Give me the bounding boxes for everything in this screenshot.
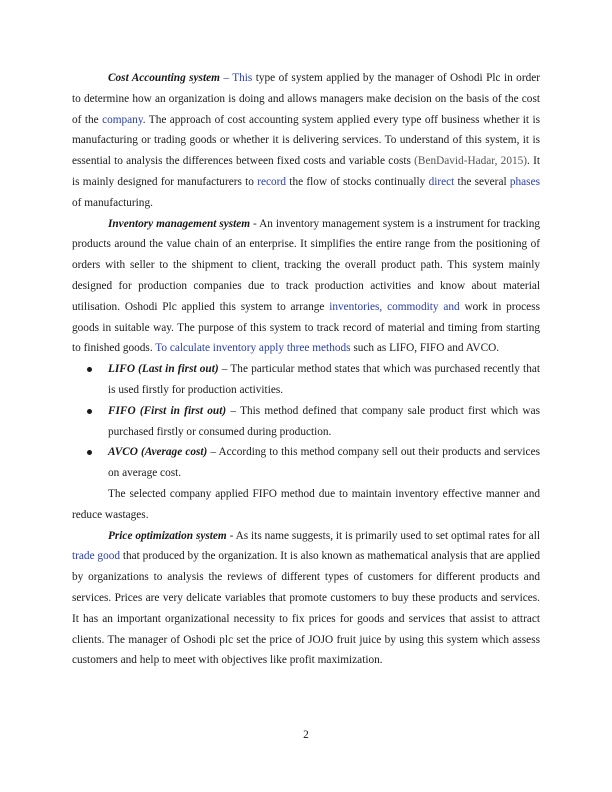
citation: (BenDavid-Hadar, 2015): [414, 155, 528, 168]
term-lifo: LIFO (Last in first out): [108, 363, 219, 376]
document-body: [72, 68, 540, 671]
term-fifo: FIFO (First in first out): [108, 404, 227, 417]
page-number: 2: [303, 729, 309, 741]
text-fragment: such as LIFO, FIFO and AVCO.: [350, 342, 500, 355]
text-fragment: – According to this method company sell out their products and services on average cost.: [108, 446, 540, 480]
highlight-trade-good: trade good: [72, 550, 121, 563]
term-price-optimization: Price optimization system: [108, 529, 227, 542]
term-avco: AVCO (Average cost): [108, 446, 208, 459]
text-fragment: - As its name suggests, it is primarily used to set optimal rates for all: [226, 529, 540, 542]
text-fragment: of manufacturing.: [72, 196, 153, 209]
text-fragment: . The approach of cost accounting system applied every type off business whether it is manufacturing or trading goods or whether it is delivering services. To understand of this system, it is essential to analysis the differences between fixed costs and variable costs: [72, 113, 540, 168]
highlight-direct: direct: [428, 175, 455, 188]
bullet-icon: [87, 450, 92, 455]
paragraph-inventory: [72, 214, 540, 360]
inventory-methods-list: [72, 359, 540, 484]
text-fragment: ,: [379, 300, 388, 313]
term-inventory-management: Inventory management system: [108, 217, 251, 230]
bullet-icon: [87, 409, 92, 414]
bullet-icon: [87, 367, 92, 372]
highlight-inventories: inventories: [329, 300, 380, 313]
text-fragment: . It is mainly designed for manufacturers to: [72, 155, 540, 188]
highlight-phases: phases: [509, 175, 540, 188]
text-fragment: type of system applied by the manager of Oshodi Plc in order to determine how an organization is doing and allows managers make decision on the basis of the cost of the: [72, 72, 541, 126]
text-fragment: the several: [454, 175, 510, 188]
paragraph-cost-accounting: [72, 68, 540, 214]
text-fragment: the flow of stocks continually: [286, 175, 429, 188]
list-item-lifo: [72, 359, 540, 401]
text-fragment: - An inventory management system is a instrument for tracking products around the value chain of an enterprise. It simplifies the entire range from the positioning of orders with seller to the shipment to client, tracking the overall product path. This system mainly designed for production companies due to track production activities and know about material utilisation. Oshodi Plc applied this system to arrange: [72, 217, 540, 313]
paragraph-selected-method: The selected company applied FIFO method due to maintain inventory effective manner and reduce wastages.: [72, 487, 540, 521]
list-item-fifo: [72, 401, 540, 443]
paragraph-price-optimization: [72, 526, 540, 672]
list-item-avco: [72, 442, 540, 484]
highlight-commodity: commodity and: [387, 300, 460, 313]
text-fragment: that produced by the organization. It is also known as mathematical analysis that are applied by organizations to analysis the reviews of different types of customers for different products and services. Prices are very delicate variables that promote customers to buy these products and services. It has an important organizational necessity to fix prices for goods and services that assist to attract clients. The manager of Oshodi plc set the price of JOJO fruit juice by using this system which assess customers and help to meet with objectives like profit maximization.: [72, 550, 540, 667]
text-fragment: –: [219, 72, 233, 84]
highlight-company: company: [102, 113, 143, 126]
text-fragment: – This method defined that company sale product first which was purchased firstly or consumed during production.: [108, 404, 541, 438]
highlight-methods: To calculate inventory apply three methods: [155, 342, 351, 355]
term-cost-accounting: Cost Accounting system: [108, 72, 220, 84]
text-fragment: work in process goods in suitable way. The purpose of this system to track record of material and timing from starting to finished goods.: [72, 300, 540, 355]
highlight-this: This: [232, 72, 253, 84]
highlight-record: record: [257, 175, 287, 188]
text-fragment: – The particular method states that which was purchased recently that is used firstly for production activities.: [108, 363, 540, 396]
